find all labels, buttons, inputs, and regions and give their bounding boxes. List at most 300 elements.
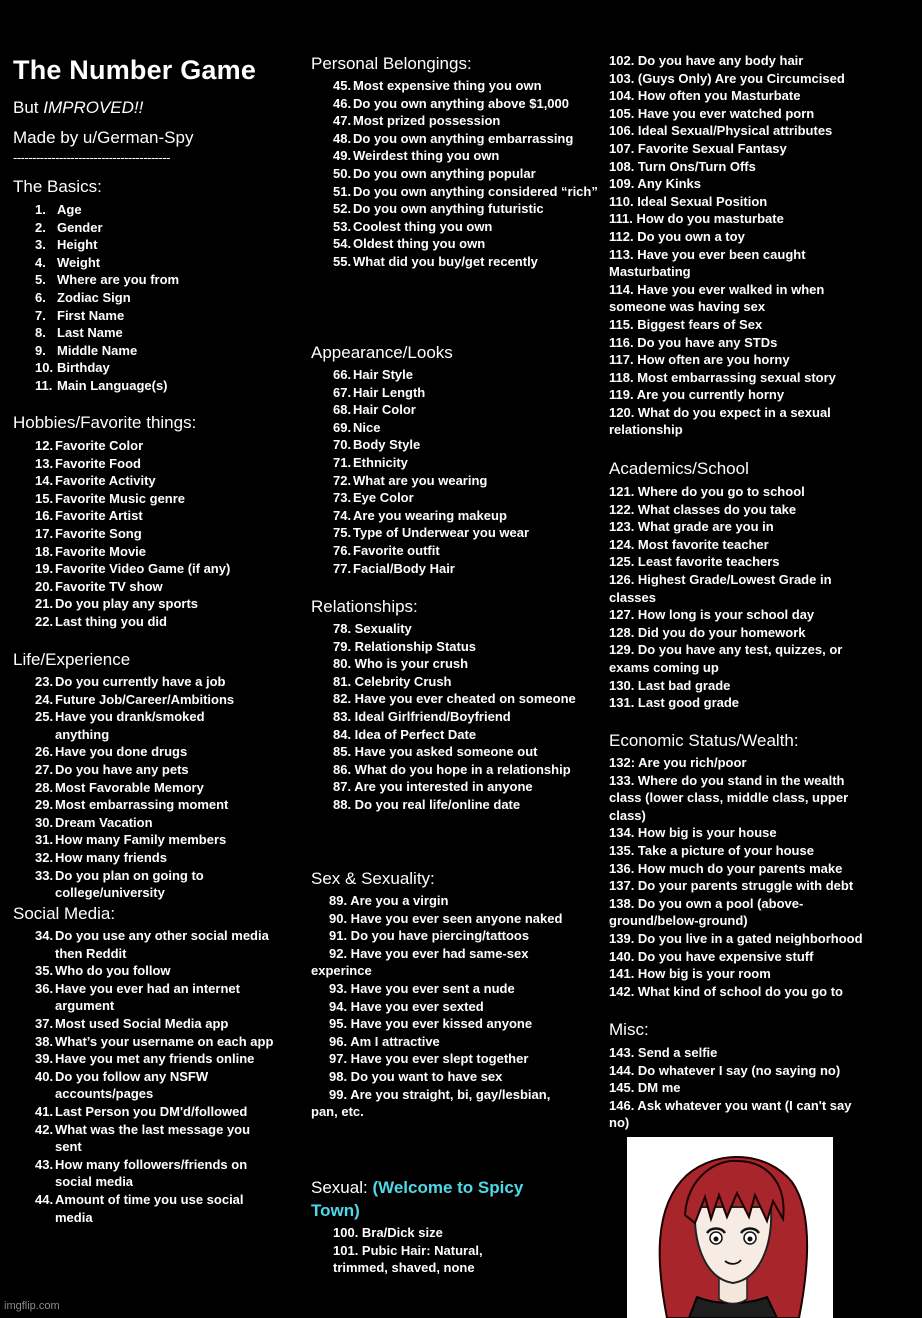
list-item: 131. Last good grade xyxy=(609,695,740,711)
list-item xyxy=(35,490,290,508)
list-item-label: Favorite Food xyxy=(55,455,141,471)
list-item-number: 35. xyxy=(35,963,54,979)
list-item-label: Most prized possession xyxy=(353,113,501,129)
list-item xyxy=(35,814,255,832)
list-item-label: Do you currently have a job xyxy=(55,674,226,689)
list-item-number: 16. xyxy=(35,508,54,524)
list-item-number: 33. xyxy=(35,867,54,883)
list-item-number: 23. xyxy=(35,674,54,689)
list-item-label: How many Family members xyxy=(55,832,227,848)
list-item-number: 69. xyxy=(333,419,352,435)
list-item-number: 50. xyxy=(333,165,352,181)
list-item xyxy=(35,201,290,219)
watermark: imgflip.com xyxy=(4,1300,60,1312)
list-item-label: Where are you from xyxy=(57,272,180,288)
list-item-number: 24. xyxy=(35,691,54,707)
list-item-number: 30. xyxy=(35,814,54,830)
section-title-sexual xyxy=(311,1176,551,1222)
list-item xyxy=(311,165,601,183)
list-item-number: 76. xyxy=(333,542,352,558)
list-item-number: 3. xyxy=(35,237,46,253)
list-item-number: 21. xyxy=(35,596,54,612)
list-item-number: 31. xyxy=(35,832,54,848)
list-item-number: 11. xyxy=(35,377,53,393)
list-item-number: 13. xyxy=(35,455,54,471)
section-title-social: Social Media: xyxy=(13,904,116,923)
list-item-label: Weight xyxy=(57,254,101,270)
list-item xyxy=(35,796,255,814)
list-item: 101. Pubic Hair: Natural, trimmed, shaved, none xyxy=(333,1242,483,1276)
list-item: 107. Favorite Sexual Fantasy xyxy=(609,140,787,156)
list-item: 105. Have you ever watched porn xyxy=(609,105,815,121)
list-item: 79. Relationship Status xyxy=(333,638,477,654)
list-item xyxy=(35,289,290,307)
list-item-label: What did you buy/get recently xyxy=(353,253,538,269)
section-title-sexuality: Sex & Sexuality: xyxy=(311,869,435,888)
list-item: 120. What do you expect in a sexual relationship xyxy=(609,404,831,438)
list-item: 134. How big is your house xyxy=(609,825,777,841)
list-item: 145. DM me xyxy=(609,1080,681,1096)
list-item-number: 45. xyxy=(333,78,352,93)
list-item xyxy=(311,507,601,525)
list-item xyxy=(35,708,255,743)
list-item: 125. Least favorite teachers xyxy=(609,554,780,570)
list-item-label: What’s your username on each app xyxy=(55,1033,274,1049)
section-title-misc: Misc: xyxy=(609,1020,649,1039)
list-item-label: Last Person you DM'd/followed xyxy=(55,1103,248,1119)
list-item-label: What are you wearing xyxy=(353,472,488,488)
list-item-label: Body Style xyxy=(353,437,421,453)
list-item-number: 73. xyxy=(333,490,352,506)
list-item-number: 72. xyxy=(333,472,352,488)
list-item-label: Last thing you did xyxy=(55,613,167,629)
list-item xyxy=(311,401,601,419)
list-item: 114. Have you ever walked in when someone was having sex xyxy=(609,281,825,315)
list-item: 89. Are you a virgin xyxy=(329,893,449,908)
hobbies-list xyxy=(35,437,290,631)
list-item-label: First Name xyxy=(57,307,125,323)
list-item: 126. Highest Grade/Lowest Grade in classes xyxy=(609,571,832,605)
list-item xyxy=(35,691,255,709)
list-item-label: How many friends xyxy=(55,849,167,865)
list-item: 115. Biggest fears of Sex xyxy=(609,316,763,332)
list-item-label: Nice xyxy=(353,419,381,435)
list-item-number: 34. xyxy=(35,928,54,943)
list-item-label: Weirdest thing you own xyxy=(353,148,500,164)
list-item-label: Middle Name xyxy=(57,342,138,358)
list-item-number: 2. xyxy=(35,219,46,235)
list-item-number: 12. xyxy=(35,438,54,453)
list-item-label: Have you ever had an internet argument xyxy=(55,980,240,1014)
list-item xyxy=(35,578,290,596)
subtitle-prefix: But xyxy=(13,98,44,117)
list-item-number: 66. xyxy=(333,367,352,382)
list-item xyxy=(311,235,601,253)
list-item-number: 29. xyxy=(35,797,54,813)
list-item: 96. Am I attractive xyxy=(329,1033,440,1049)
list-item-label: Have you drank/smoked anything xyxy=(55,709,205,742)
list-item-number: 55. xyxy=(333,253,352,269)
list-item: 95. Have you ever kissed anyone xyxy=(329,1016,533,1032)
list-item-number: 71. xyxy=(333,454,352,470)
list-item-label: Age xyxy=(57,202,82,217)
divider: ----------------------------------------- xyxy=(13,150,170,165)
list-item-label: Do you own anything futuristic xyxy=(353,201,544,217)
list-item xyxy=(35,1050,275,1068)
list-item-number: 52. xyxy=(333,201,352,217)
list-item xyxy=(35,437,290,455)
sexual-list-part-2 xyxy=(609,52,861,439)
list-item: 78. Sexuality xyxy=(333,621,412,636)
list-item xyxy=(35,1033,275,1051)
page-title: The Number Game xyxy=(13,55,257,85)
list-item-number: 47. xyxy=(333,113,352,129)
misc-list xyxy=(609,1044,869,1132)
list-item: 97. Have you ever slept together xyxy=(329,1051,529,1067)
list-item xyxy=(311,542,601,560)
list-item-number: 75. xyxy=(333,525,352,541)
list-item: 84. Idea of Perfect Date xyxy=(333,726,477,742)
list-item: 80. Who is your crush xyxy=(333,656,469,672)
list-item xyxy=(35,831,255,849)
list-item: 98. Do you want to have sex xyxy=(329,1068,503,1084)
avatar-illustration xyxy=(627,1137,833,1318)
list-item: 144. Do whatever I say (no saying no) xyxy=(609,1062,841,1078)
list-item xyxy=(35,560,290,578)
list-item-label: Dream Vacation xyxy=(55,814,153,830)
list-item xyxy=(35,849,255,867)
appearance-list xyxy=(311,366,601,577)
list-item xyxy=(35,743,255,761)
list-item xyxy=(35,980,275,1015)
list-item-label: Most embarrassing moment xyxy=(55,797,229,813)
list-item-number: 19. xyxy=(35,561,54,577)
list-item-label: Have you done drugs xyxy=(55,744,188,760)
list-item: 136. How much do your parents make xyxy=(609,860,843,876)
list-item-label: Favorite Song xyxy=(55,525,142,541)
list-item xyxy=(35,613,290,631)
list-item-number: 1. xyxy=(35,202,46,217)
list-item xyxy=(35,867,255,902)
list-item: 104. How often you Masturbate xyxy=(609,88,801,104)
list-item xyxy=(311,419,601,437)
economic-list xyxy=(609,754,871,1000)
list-item-label: Type of Underwear you wear xyxy=(353,525,530,541)
belongings-list xyxy=(311,77,601,271)
list-item xyxy=(35,761,255,779)
list-item: 82. Have you ever cheated on someone xyxy=(333,691,576,707)
list-item xyxy=(35,307,290,325)
list-item xyxy=(35,1121,275,1156)
list-item xyxy=(35,1191,275,1226)
section-title-basics: The Basics: xyxy=(13,177,102,196)
list-item xyxy=(311,366,601,384)
list-item: 92. Have you ever had same-sex experince xyxy=(311,945,529,979)
list-item-label: Favorite TV show xyxy=(55,578,163,594)
list-item-label: Do you own anything popular xyxy=(353,165,536,181)
list-item: 102. Do you have any body hair xyxy=(609,53,804,68)
list-item-label: Do you own anything above $1,000 xyxy=(353,95,569,111)
section-title-economic: Economic Status/Wealth: xyxy=(609,731,799,750)
list-item: 94. Have you ever sexted xyxy=(329,998,484,1014)
section-title-appearance: Appearance/Looks xyxy=(311,343,453,362)
list-item-number: 39. xyxy=(35,1051,54,1067)
list-item-number: 44. xyxy=(35,1191,54,1207)
list-item xyxy=(35,377,290,395)
list-item: 128. Did you do your homework xyxy=(609,624,806,640)
list-item-number: 48. xyxy=(333,130,352,146)
list-item-label: Favorite Color xyxy=(55,438,144,453)
list-item-label: Most used Social Media app xyxy=(55,1015,229,1031)
list-item-number: 53. xyxy=(333,218,352,234)
list-item-label: Do you own anything embarrassing xyxy=(353,130,574,146)
list-item xyxy=(35,1068,275,1103)
list-item-label: How many followers/friends on social media xyxy=(55,1156,248,1190)
sexuality-list xyxy=(311,892,569,1121)
list-item-number: 46. xyxy=(333,95,352,111)
list-item-label: Hair Style xyxy=(353,367,413,382)
list-item xyxy=(35,219,290,237)
list-item xyxy=(35,673,255,691)
list-item-number: 51. xyxy=(333,183,352,199)
list-item-label: What was the last message you sent xyxy=(55,1121,251,1155)
list-item: 121. Where do you go to school xyxy=(609,484,805,499)
list-item xyxy=(311,436,601,454)
list-item xyxy=(35,507,290,525)
list-item-number: 18. xyxy=(35,543,54,559)
list-item-number: 54. xyxy=(333,236,352,252)
sexual-title-accent: (Welcome to Spicy Town) xyxy=(311,1178,524,1220)
list-item-label: Gender xyxy=(57,219,103,235)
list-item xyxy=(311,560,601,578)
list-item-number: 22. xyxy=(35,613,54,629)
section-title-hobbies: Hobbies/Favorite things: xyxy=(13,413,197,432)
list-item: 133. Where do you stand in the wealth class (lower class, middle class, upper class) xyxy=(609,772,849,823)
list-item xyxy=(311,77,601,95)
list-item-number: 38. xyxy=(35,1033,54,1049)
list-item: 141. How big is your room xyxy=(609,966,771,982)
list-item xyxy=(311,218,601,236)
list-item: 140. Do you have expensive stuff xyxy=(609,948,814,964)
social-list xyxy=(35,927,275,1226)
list-item: 103. (Guys Only) Are you Circumcised xyxy=(609,70,845,86)
avatar-drawing xyxy=(627,1137,833,1318)
list-item-label: Do you have any pets xyxy=(55,761,189,777)
list-item-number: 5. xyxy=(35,272,46,288)
list-item xyxy=(311,112,601,130)
list-item xyxy=(35,455,290,473)
sexual-title-text: Sexual: xyxy=(311,1178,373,1197)
list-item-number: 37. xyxy=(35,1015,54,1031)
subtitle-emphasis: IMPROVED!! xyxy=(43,98,144,117)
sexual-list-part-1 xyxy=(311,1224,533,1277)
list-item-label: Do you follow any NSFW accounts/pages xyxy=(55,1068,209,1102)
list-item: 109. Any Kinks xyxy=(609,176,702,192)
list-item: 122. What classes do you take xyxy=(609,501,797,517)
list-item xyxy=(35,342,290,360)
list-item xyxy=(35,324,290,342)
list-item-label: Favorite Movie xyxy=(55,543,147,559)
list-item-number: 49. xyxy=(333,148,352,164)
list-item-number: 9. xyxy=(35,342,46,358)
list-item: 112. Do you own a toy xyxy=(609,228,745,244)
list-item-label: Coolest thing you own xyxy=(353,218,493,234)
list-item: 86. What do you hope in a relationship xyxy=(333,761,571,777)
list-item: 123. What grade are you in xyxy=(609,519,774,535)
list-item-number: 26. xyxy=(35,744,54,760)
list-item-label: Have you met any friends online xyxy=(55,1051,255,1067)
list-item xyxy=(35,254,290,272)
list-item xyxy=(311,489,601,507)
section-title-belongings: Personal Belongings: xyxy=(311,54,472,73)
list-item-number: 7. xyxy=(35,307,46,323)
list-item: 108. Turn Ons/Turn Offs xyxy=(609,158,756,174)
list-item-label: Future Job/Career/Ambitions xyxy=(55,691,235,707)
list-item: 113. Have you ever been caught Masturbating xyxy=(609,246,806,280)
list-item-label: Who do you follow xyxy=(55,963,171,979)
list-item-number: 14. xyxy=(35,473,54,489)
list-item xyxy=(311,384,601,402)
list-item xyxy=(35,927,275,962)
list-item-number: 15. xyxy=(35,490,54,506)
list-item-number: 67. xyxy=(333,384,352,400)
list-item xyxy=(35,779,255,797)
list-item xyxy=(35,359,290,377)
list-item: 139. Do you live in a gated neighborhood xyxy=(609,930,863,946)
list-item-number: 28. xyxy=(35,779,54,795)
list-item: 138. Do you own a pool (above-ground/below-ground) xyxy=(609,895,804,929)
list-item xyxy=(35,595,290,613)
list-item-number: 41. xyxy=(35,1103,54,1119)
list-item: 85. Have you asked someone out xyxy=(333,744,538,760)
list-item: 124. Most favorite teacher xyxy=(609,536,769,552)
list-item-number: 43. xyxy=(35,1156,54,1172)
list-item-label: Main Language(s) xyxy=(57,377,168,393)
list-item: 117. How often are you horny xyxy=(609,352,790,368)
list-item-number: 17. xyxy=(35,525,54,541)
list-item: 93. Have you ever sent a nude xyxy=(329,980,515,996)
list-item: 116. Do you have any STDs xyxy=(609,334,778,350)
list-item xyxy=(311,183,601,201)
list-item xyxy=(35,962,275,980)
list-item: 130. Last bad grade xyxy=(609,677,731,693)
list-item-label: Last Name xyxy=(57,325,123,341)
list-item: 127. How long is your school day xyxy=(609,607,815,623)
list-item-number: 42. xyxy=(35,1121,54,1137)
list-item-label: Birthday xyxy=(57,360,110,376)
list-item-label: Amount of time you use social media xyxy=(55,1191,244,1225)
list-item-label: Facial/Body Hair xyxy=(353,560,455,576)
list-item: 81. Celebrity Crush xyxy=(333,673,452,689)
list-item xyxy=(35,543,290,561)
list-item: 90. Have you ever seen anyone naked xyxy=(329,910,563,926)
list-item-label: Eye Color xyxy=(353,490,414,506)
list-item-label: Do you own anything considered “rich” xyxy=(353,183,598,199)
list-item-label: Are you wearing makeup xyxy=(353,507,507,523)
list-item: 111. How do you masturbate xyxy=(609,211,784,227)
section-title-academics: Academics/School xyxy=(609,459,749,478)
list-item-number: 77. xyxy=(333,560,352,576)
relationships-list xyxy=(311,620,601,814)
list-item xyxy=(35,271,290,289)
list-item-label: Favorite Artist xyxy=(55,508,143,524)
list-item-label: Hair Color xyxy=(353,402,416,418)
list-item xyxy=(311,454,601,472)
list-item-label: Do you use any other social media then Reddit xyxy=(55,928,269,961)
list-item xyxy=(311,253,601,271)
list-item-label: Most expensive thing you own xyxy=(353,78,542,93)
list-item xyxy=(311,130,601,148)
list-item: 91. Do you have piercing/tattoos xyxy=(329,928,530,944)
list-item: 87. Are you interested in anyone xyxy=(333,779,533,795)
list-item-label: Favorite outfit xyxy=(353,542,440,558)
list-item xyxy=(35,1103,275,1121)
list-item-number: 8. xyxy=(35,325,46,341)
list-item xyxy=(311,200,601,218)
list-item-number: 4. xyxy=(35,254,46,270)
list-item: 142. What kind of school do you go to xyxy=(609,983,843,999)
list-item-number: 25. xyxy=(35,709,54,725)
list-item-label: Favorite Music genre xyxy=(55,490,186,506)
list-item-number: 70. xyxy=(333,437,352,453)
list-item-number: 74. xyxy=(333,507,352,523)
basics-list xyxy=(35,201,290,395)
list-item: 106. Ideal Sexual/Physical attributes xyxy=(609,123,833,139)
list-item-label: Hair Length xyxy=(353,384,426,400)
list-item-label: Oldest thing you own xyxy=(353,236,486,252)
list-item xyxy=(311,95,601,113)
list-item: 143. Send a selfie xyxy=(609,1045,718,1060)
list-item: 118. Most embarrassing sexual story xyxy=(609,369,836,385)
list-item-label: Favorite Activity xyxy=(55,473,156,489)
list-item xyxy=(35,525,290,543)
list-item-label: Do you plan on going to college/university xyxy=(55,867,204,901)
list-item xyxy=(311,524,601,542)
list-item-label: Most Favorable Memory xyxy=(55,779,204,795)
life-list xyxy=(35,673,255,902)
list-item-label: Do you play any sports xyxy=(55,596,199,612)
list-item xyxy=(35,1015,275,1033)
list-item-number: 20. xyxy=(35,578,54,594)
list-item: 88. Do you real life/online date xyxy=(333,796,521,812)
list-item: 129. Do you have any test, quizzes, or exams coming up xyxy=(609,642,843,675)
list-item-label: Zodiac Sign xyxy=(57,289,131,305)
list-item xyxy=(311,147,601,165)
list-item: 132: Are you rich/poor xyxy=(609,755,747,770)
list-item-number: 68. xyxy=(333,402,352,418)
list-item-number: 27. xyxy=(35,761,54,777)
author-credit: Made by u/German-Spy xyxy=(13,128,194,147)
list-item-number: 40. xyxy=(35,1068,54,1084)
list-item-number: 36. xyxy=(35,980,54,996)
list-item: 99. Are you straight, bi, gay/lesbian, pan, etc. xyxy=(311,1086,551,1120)
academics-list xyxy=(609,483,874,712)
list-item-label: Favorite Video Game (if any) xyxy=(55,561,231,577)
list-item-label: Ethnicity xyxy=(353,454,408,470)
list-item: 83. Ideal Girlfriend/Boyfriend xyxy=(333,708,511,724)
list-item-label: Height xyxy=(57,237,98,253)
list-item: 135. Take a picture of your house xyxy=(609,842,814,858)
section-title-relationships: Relationships: xyxy=(311,597,418,616)
list-item: 110. Ideal Sexual Position xyxy=(609,193,768,209)
list-item xyxy=(35,472,290,490)
list-item-number: 10. xyxy=(35,360,54,376)
list-item: 146. Ask whatever you want (I can't say no) xyxy=(609,1097,852,1131)
subtitle xyxy=(13,98,143,118)
list-item: 119. Are you currently horny xyxy=(609,387,785,403)
list-item: 137. Do your parents struggle with debt xyxy=(609,878,854,894)
list-item-number: 6. xyxy=(35,289,46,305)
